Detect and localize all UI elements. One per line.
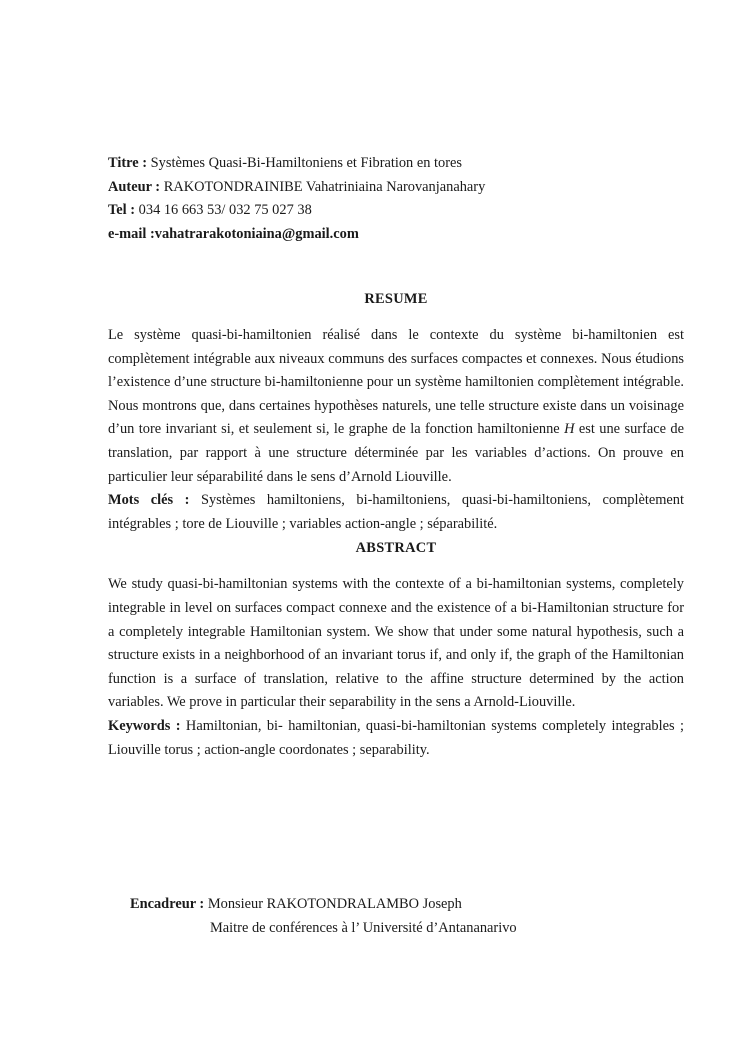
resume-text-part1: Le système quasi-bi-hamiltonien réalisé dans le contexte du système bi-hamiltonien est complètement intégrable aux niveaux communs des surfaces compactes et connexes. Nous étudions l’existence d’une structure bi-hamiltonienne pour un système hamiltonien complètement intégrable. Nous montrons que, dans certaines hypothèses naturels, une telle structure existe dans un voisinage d’un tore invariant si, et seulement si, le graphe de la fonction hamiltonienne — [108, 327, 684, 438]
resume-keywords-value: Systèmes hamiltoniens, bi-hamiltoniens, quasi-bi-hamiltoniens, complètement intégrables ; tore de Liouville ; variables action-angle ; séparabilité. — [108, 492, 685, 532]
email-value: vahatrarakotoniaina@gmail.com — [154, 225, 359, 242]
resume-keywords — [108, 489, 684, 536]
abstract-heading: ABSTRACT — [355, 540, 437, 557]
resume-symbol-h: H — [564, 421, 575, 438]
tel-line — [108, 199, 684, 223]
author-line — [108, 176, 684, 200]
supervisor-affiliation: Maitre de conférences à l’ Université d’Antananarivo — [210, 920, 517, 936]
abstract-keywords-value: Hamiltonian, bi- hamiltonian, quasi-bi-hamiltonian systems completely integrables ; Liouville torus ; action-angle coordonates ; separability. — [108, 717, 684, 758]
author-label: Auteur : — [108, 178, 161, 195]
title-value: Systèmes Quasi-Bi-Hamiltoniens et Fibration en tores — [150, 155, 463, 171]
author-value: RAKOTONDRAINIBE Vahatriniaina Narovanjanahary — [163, 178, 486, 195]
supervisor-line — [130, 893, 462, 917]
tel-label: Tel : — [108, 202, 136, 218]
supervisor-label: Encadreur : — [130, 896, 205, 912]
tel-value: 034 16 663 53/ 032 75 027 38 — [138, 202, 312, 218]
abstract-paragraph: We study quasi-bi-hamiltonian systems with the contexte of a bi-hamiltonian systems, completely integrable in level on surfaces compact connexe and the existence of a bi-Hamiltonian structure for a completely integrable Hamiltonian system. We show that under some natural hypothesis, such a structure exists in a neighborhood of an invariant torus if, and only if, the graph of the Hamiltonian function is a surface of translation, relative to the affine structure determined by the action variables. We prove in particular their separability in the sens a Arnold-Liouville. — [108, 576, 684, 711]
email-label: e-mail : — [108, 225, 155, 242]
abstract-keywords-label: Keywords : — [108, 717, 181, 734]
title-label: Titre : — [108, 155, 148, 171]
email-line — [108, 223, 684, 247]
document-page — [108, 152, 684, 762]
resume-text-part2: est une surface de translation, par rapport à une structure déterminée par les variables d’actions. On prouve en particulier leur séparabilité dans le sens d’Arnold Liouville. — [108, 421, 685, 485]
resume-heading: RESUME — [364, 291, 428, 307]
abstract-keywords — [108, 715, 684, 762]
resume-keywords-label: Mots clés : — [108, 492, 190, 509]
supervisor-name: Monsieur RAKOTONDRALAMBO Joseph — [207, 896, 462, 912]
resume-paragraph — [108, 324, 684, 489]
title-line — [108, 152, 684, 176]
